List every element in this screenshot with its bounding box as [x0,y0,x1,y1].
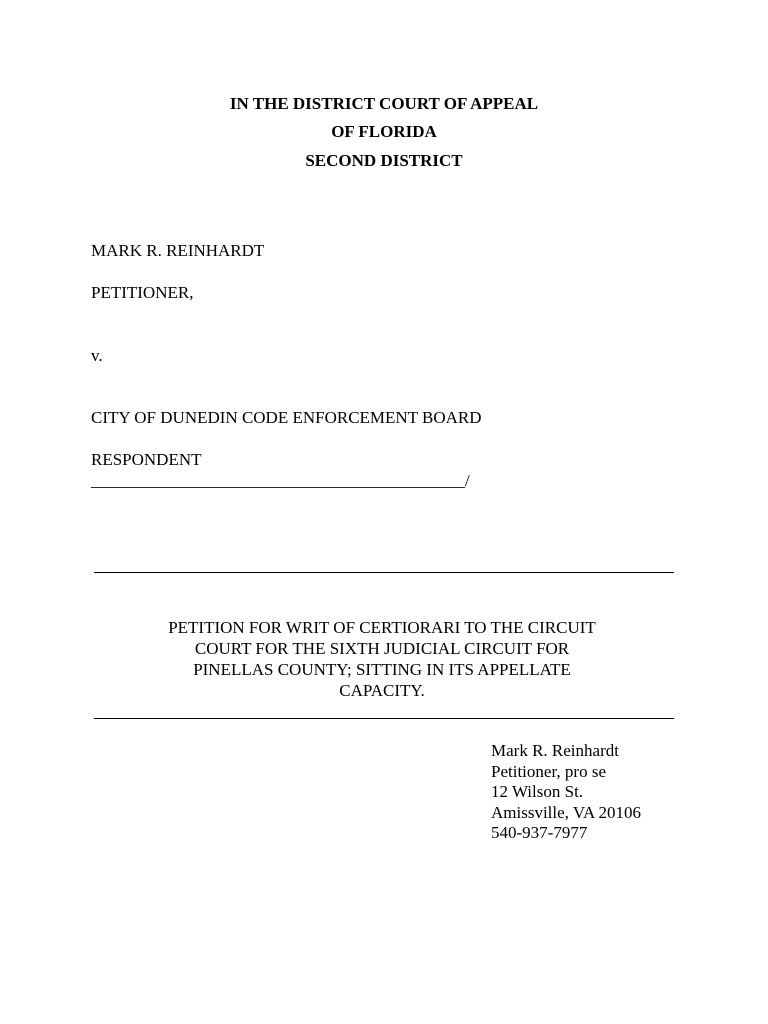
respondent-role: RESPONDENT [91,450,202,469]
petition-title [140,617,624,701]
contact-city: Amissville, VA 20106 [491,802,642,822]
versus-label: v. [91,346,103,365]
contact-name: Mark R. Reinhardt [491,741,619,760]
contact-street: 12 Wilson St. [491,782,584,801]
petition-title-line-4: CAPACITY. [339,681,425,700]
title-top-rule [94,572,674,573]
petition-title-line-2: COURT FOR THE SIXTH JUDICIAL CIRCUIT FOR [194,639,570,658]
petitioner-role: PETITIONER, [91,283,194,302]
court-heading-line-1: IN THE DISTRICT COURT OF APPEAL [229,94,539,113]
title-bottom-rule [94,718,674,719]
contact-phone: 540-937-7977 [491,823,588,842]
petition-title-line-3: PINELLAS COUNTY; SITTING IN ITS APPELLATE [193,660,571,679]
petition-title-line-1: PETITION FOR WRIT OF CERTIORARI TO THE CIRCUIT [168,618,596,637]
contact-block [491,741,641,844]
respondent-name: CITY OF DUNEDIN CODE ENFORCEMENT BOARD [91,408,482,427]
caption-rule: ____________________________________________/ [91,471,470,490]
court-heading-line-3: SECOND DISTRICT [305,151,463,170]
court-heading-line-2: OF FLORIDA [331,122,437,141]
contact-role: Petitioner, pro se [491,761,606,781]
petitioner-name: MARK R. REINHARDT [91,241,265,260]
